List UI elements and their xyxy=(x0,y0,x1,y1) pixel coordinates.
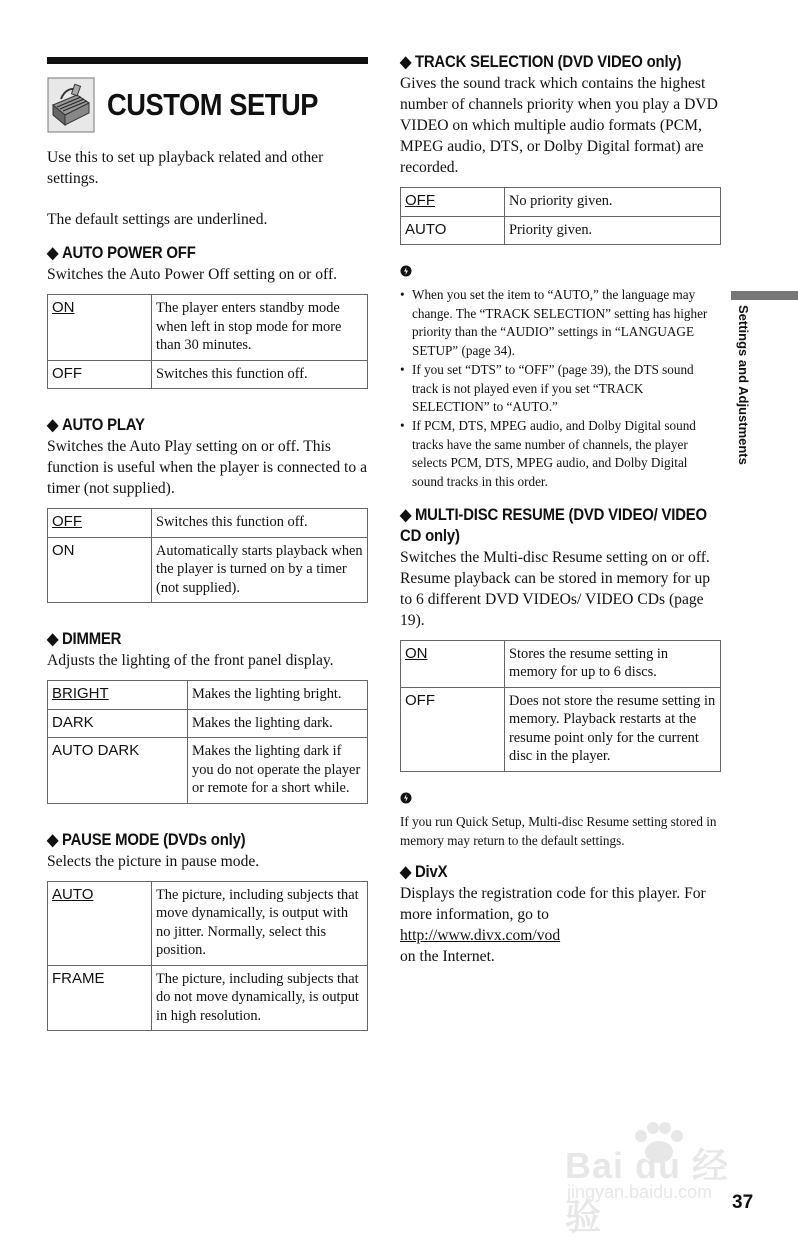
list-item: • When you set the item to “AUTO,” the language may change. The “TRACK SELECTION” setting has higher priority than the “AUDIO” settings in “LANGUAGE SETUP” (page 34). xyxy=(400,286,721,361)
list-item: • If you set “DTS” to “OFF” (page 39), the DTS sound track is not played even if you set “TRACK SELECTION” to “AUTO.” xyxy=(400,361,721,417)
section-heading: ◆ DIMMER xyxy=(47,630,122,648)
section-dimmer xyxy=(47,629,368,804)
option-cell: AUTO DARK xyxy=(48,738,188,804)
section-multi-disc-resume xyxy=(400,505,721,850)
option-cell: AUTO xyxy=(401,216,505,245)
settings-table xyxy=(400,640,721,772)
hint-icon xyxy=(400,265,412,277)
diamond-icon: ◆ xyxy=(47,416,59,434)
description-cell: Switches this function off. xyxy=(152,360,368,389)
description-cell: Switches this function off. xyxy=(152,509,368,538)
list-item: • If PCM, DTS, MPEG audio, and Dolby Digital sound tracks have the same number of channels, the player selects PCM, DTS, MPEG audio, and Dolby Digital sound tracks in this order. xyxy=(400,417,721,492)
divx-suffix: on the Internet. xyxy=(400,947,495,965)
table-row xyxy=(48,360,368,389)
watermark-url: jingyan.baidu.com xyxy=(567,1182,713,1202)
section-description: Displays the registration code for this player. For more information, go to xyxy=(400,884,706,923)
setup-toolbox-icon xyxy=(47,77,95,133)
description-cell: No priority given. xyxy=(505,188,721,217)
description-cell: Makes the lighting bright. xyxy=(188,681,368,710)
table-row xyxy=(48,738,368,804)
table-row xyxy=(48,965,368,1031)
option-cell: OFF xyxy=(401,188,505,217)
description-cell: Stores the resume setting in memory for up to 6 discs. xyxy=(505,640,721,687)
section-description: Switches the Auto Play setting on or off. This function is useful when the player is connected to a timer (not supplied). xyxy=(47,438,368,497)
option-cell: FRAME xyxy=(48,965,152,1031)
table-row xyxy=(48,509,368,538)
section-description: Switches the Multi-disc Resume setting on or off. Resume playback can be stored in memory for up to 6 different DVD VIDEOs/ VIDEO CDs (page 19). xyxy=(400,548,711,629)
settings-table xyxy=(47,294,368,389)
option-cell: AUTO xyxy=(48,881,152,965)
divx-link[interactable]: http://www.divx.com/vod xyxy=(400,926,561,944)
section-auto-power-off xyxy=(47,243,368,389)
option-cell: BRIGHT xyxy=(48,681,188,710)
page-title: CUSTOM SETUP xyxy=(107,87,318,122)
settings-table xyxy=(47,881,368,1032)
notes-list xyxy=(400,286,721,492)
section-heading: ◆ PAUSE MODE (DVDs only) xyxy=(47,830,246,849)
section-heading: ◆ MULTI-DISC RESUME (DVD VIDEO/ VIDEO CD only) xyxy=(400,505,707,545)
right-column xyxy=(400,52,721,967)
section-description: Gives the sound track which contains the highest number of channels priority when you play a DVD VIDEO on which multiple audio formats (PCM, MPEG audio, DTS, or Dolby Digital format) are recorded. xyxy=(400,75,718,176)
hint-icon xyxy=(400,792,412,804)
description-cell: Does not store the resume setting in memory. Playback restarts at the resume point only for the current disc in the player. xyxy=(505,687,721,771)
side-tab xyxy=(731,291,798,300)
section-heading: ◆ AUTO POWER OFF xyxy=(47,244,196,262)
section-track-selection xyxy=(400,52,721,492)
description-cell: The picture, including subjects that do not move dynamically, is output in high resolution. xyxy=(152,965,368,1031)
title-rule xyxy=(47,57,368,64)
option-cell: OFF xyxy=(48,509,152,538)
side-label: Settings and Adjustments xyxy=(736,305,751,465)
table-row xyxy=(401,687,721,771)
table-row xyxy=(401,216,721,245)
note-text: If you run Quick Setup, Multi-disc Resume setting stored in memory may return to the default settings. xyxy=(400,813,717,848)
option-cell: DARK xyxy=(48,709,188,738)
default-note: The default settings are underlined. xyxy=(47,211,268,228)
description-cell: The picture, including subjects that move dynamically, is output with no jitter. Normally, select this position. xyxy=(152,881,368,965)
description-cell: Automatically starts playback when the player is turned on by a timer (not supplied). xyxy=(152,537,368,603)
section-divx xyxy=(400,862,721,967)
description-cell: Makes the lighting dark if you do not operate the player or remote for a short while. xyxy=(188,738,368,804)
section-description: Adjusts the lighting of the front panel display. xyxy=(47,652,334,669)
watermark-text: Bai du 经验 xyxy=(565,1145,730,1237)
diamond-icon: ◆ xyxy=(47,244,59,262)
section-description: Selects the picture in pause mode. xyxy=(47,852,260,870)
table-row xyxy=(48,537,368,603)
description-cell: Makes the lighting dark. xyxy=(188,709,368,738)
option-cell: OFF xyxy=(48,360,152,389)
option-cell: ON xyxy=(401,640,505,687)
diamond-icon: ◆ xyxy=(47,630,59,648)
description-cell: Priority given. xyxy=(505,216,721,245)
option-cell: OFF xyxy=(401,687,505,771)
table-row xyxy=(48,295,368,361)
table-row xyxy=(401,640,721,687)
title-row xyxy=(47,74,368,136)
section-heading: ◆ AUTO PLAY xyxy=(47,416,145,434)
description-cell: The player enters standby mode when left in stop mode for more than 30 minutes. xyxy=(152,295,368,361)
section-heading: ◆ DivX xyxy=(400,862,448,881)
settings-table xyxy=(47,508,368,603)
section-pause-mode xyxy=(47,830,368,1032)
diamond-icon: ◆ xyxy=(400,505,412,524)
page-number: 37 xyxy=(732,1192,754,1213)
left-column xyxy=(47,57,368,1031)
table-row xyxy=(48,709,368,738)
diamond-icon: ◆ xyxy=(47,830,59,849)
intro-text: Use this to set up playback related and other settings. xyxy=(47,149,324,187)
table-row xyxy=(48,681,368,710)
settings-table xyxy=(47,680,368,804)
option-cell: ON xyxy=(48,295,152,361)
section-auto-play xyxy=(47,415,368,603)
table-row xyxy=(401,188,721,217)
section-description: Switches the Auto Power Off setting on or off. xyxy=(47,266,338,283)
diamond-icon: ◆ xyxy=(400,862,412,881)
option-cell: ON xyxy=(48,537,152,603)
section-heading: ◆ TRACK SELECTION (DVD VIDEO only) xyxy=(400,53,682,71)
diamond-icon: ◆ xyxy=(400,53,412,71)
watermark xyxy=(565,1120,755,1237)
table-row xyxy=(48,881,368,965)
settings-table xyxy=(400,187,721,245)
